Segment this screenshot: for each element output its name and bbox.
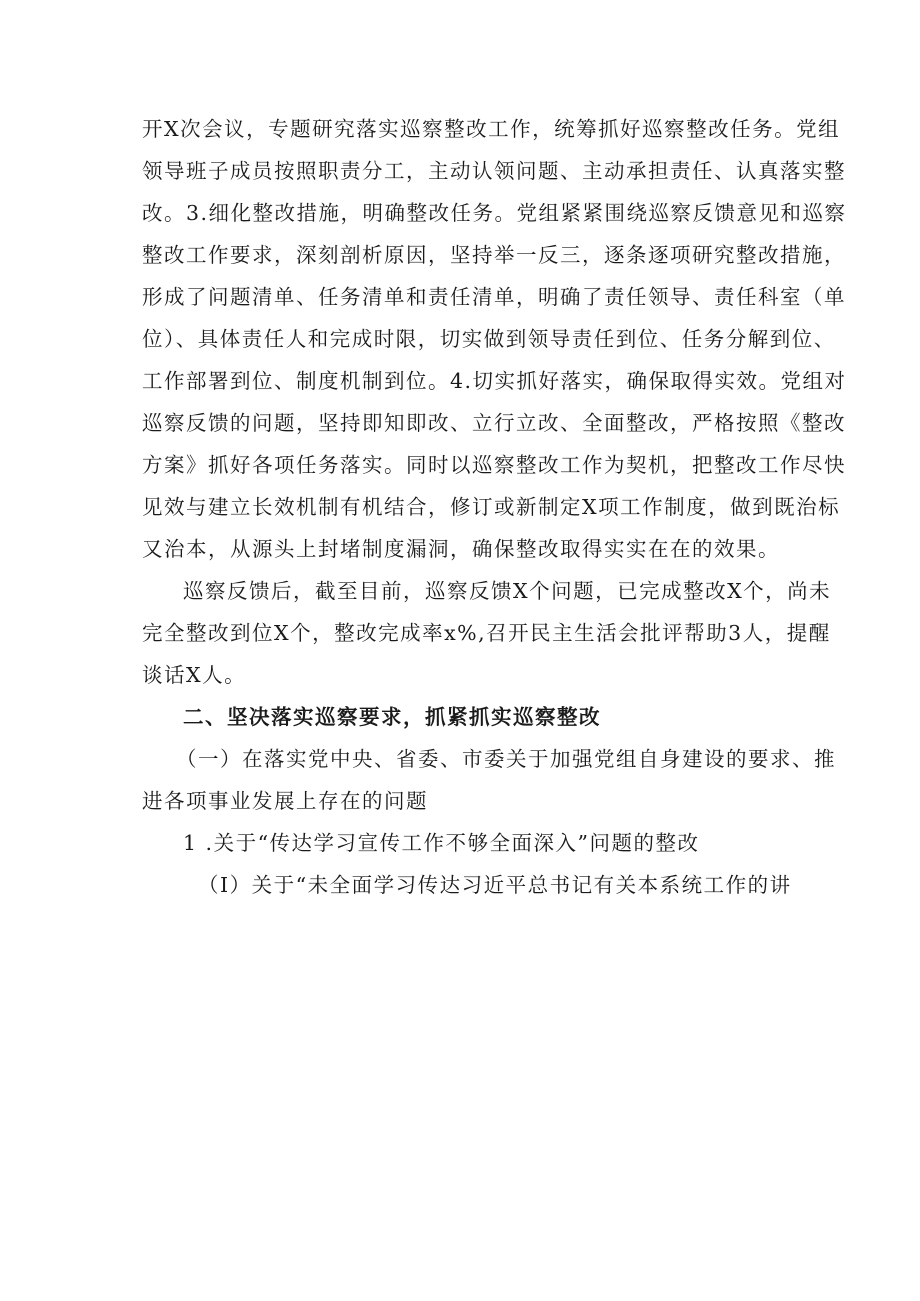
subheading-1-line-1: （一）在落实党中央、省委、市委关于加强党组自身建设的要求、推 xyxy=(176,747,836,771)
paragraph-1-line-6: 位）、具体责任人和完成时限，切实做到领导责任到位、任务分解到位、 xyxy=(142,327,836,351)
item-1-title: 1 .关于“传达学习宣传工作不够全面深入”问题的整改 xyxy=(183,831,700,855)
paragraph-2-line-1: 巡察反馈后，截至目前，巡察反馈X个问题，已完成整改X个，尚未 xyxy=(183,579,832,603)
paragraph-1-line-10: 见效与建立长效机制有机结合，修订或新制定X项工作制度，做到既治标 xyxy=(142,495,841,519)
paragraph-1-line-9: 方案》抓好各项任务落实。同时以巡察整改工作为契机，把整改工作尽快 xyxy=(142,453,846,477)
item-1-1-title: （I）关于“未全面学习传达习近平总书记有关本系统工作的讲 xyxy=(198,873,792,897)
paragraph-1-line-4: 整改工作要求，深刻剖析原因，坚持举一反三，逐条逐项研究整改措施， xyxy=(142,243,846,267)
paragraph-1-line-11: 又治本，从源头上封堵制度漏洞，确保整改取得实实在在的效果。 xyxy=(142,537,780,561)
subheading-1-line-2: 进各项事业发展上存在的问题 xyxy=(142,789,428,813)
paragraph-2-line-2: 完全整改到位X个，整改完成率x%,召开民主生活会批评帮助3人，提醒 xyxy=(142,621,831,645)
paragraph-1-line-2: 领导班子成员按照职责分工，主动认领问题、主动承担责任、认真落实整 xyxy=(142,159,846,183)
paragraph-1-line-8: 巡察反馈的问题，坚持即知即改、立行立改、全面整改，严格按照《整改 xyxy=(142,411,846,435)
paragraph-1-line-3: 改。3.细化整改措施，明确整改任务。党组紧紧围绕巡察反馈意见和巡察 xyxy=(142,201,847,225)
paragraph-1-line-5: 形成了问题清单、任务清单和责任清单，明确了责任领导、责任科室（单 xyxy=(142,285,846,309)
paragraph-1-line-1: 开X次会议，专题研究落实巡察整改工作，统筹抓好巡察整改任务。党组 xyxy=(142,117,841,141)
paragraph-1-line-7: 工作部署到位、制度机制到位。4.切实抓好落实，确保取得实效。党组对 xyxy=(142,369,847,393)
paragraph-2-line-3: 谈话X人。 xyxy=(142,663,247,687)
section-heading-2: 二、坚决落实巡察要求，抓紧抓实巡察整改 xyxy=(183,705,601,729)
